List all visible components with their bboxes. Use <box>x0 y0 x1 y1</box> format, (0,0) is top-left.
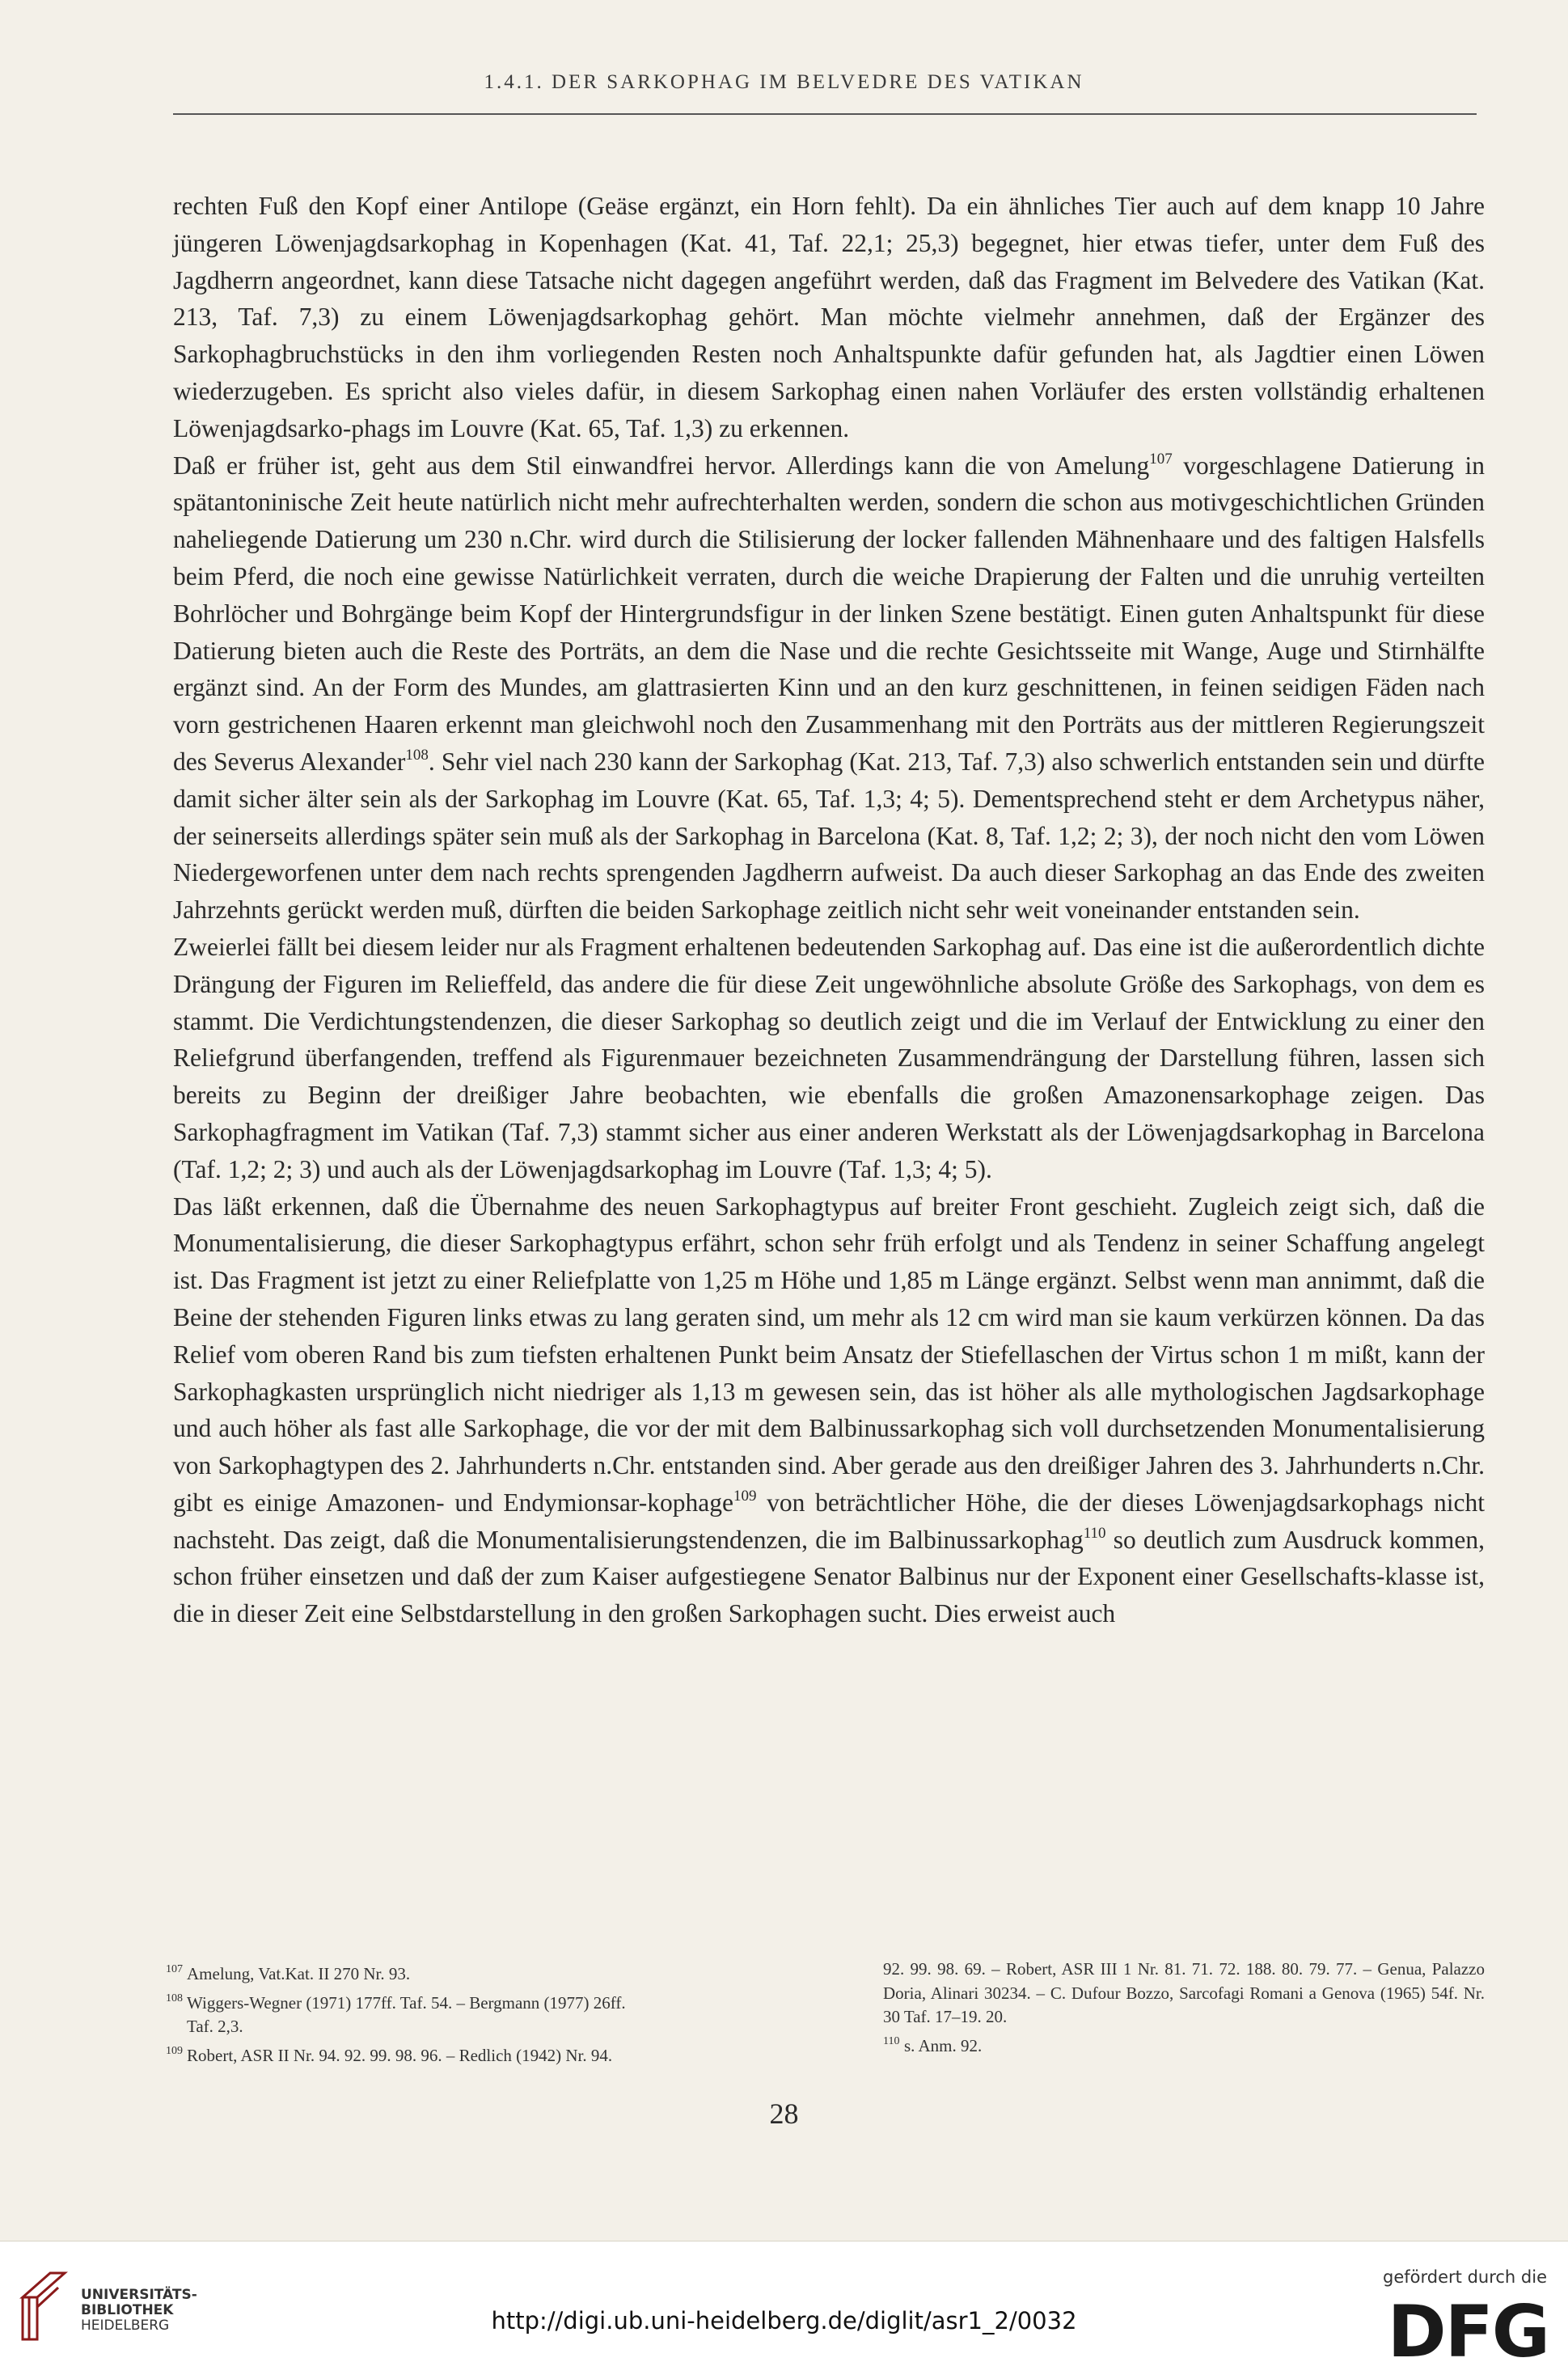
running-head: 1.4.1. DER SARKOPHAG IM BELVEDRE DES VATIKAN <box>484 71 1084 93</box>
footnote-ref-109: 109 <box>733 1487 757 1505</box>
footnotes-right-column <box>883 1958 1485 2058</box>
paragraph-2-text-a: Daß er früher ist, geht aus dem Stil einwandfrei hervor. Allerdings kann die von Amelung <box>173 451 1150 480</box>
footnotes-left-column <box>166 1958 829 2068</box>
footnote-ref-110: 110 <box>1083 1524 1106 1542</box>
footnote-108 <box>166 1987 829 2016</box>
footnote-text: Robert, ASR II Nr. 94. 92. 99. 98. 96. – Redlich (1942) Nr. 94. <box>187 2045 613 2065</box>
footnote-number: 108 <box>166 1992 183 2004</box>
paragraph-1-text: rechten Fuß den Kopf einer Antilope (Geäse ergänzt, ein Horn fehlt). Da ein ähnliches Tier auch auf dem knapp 10 Jahre jüngeren Löwenjagdsarkophag in Kopenhagen (Kat. 41, Taf. 22,1; 25,3) begegnet, hier etwas tiefer, unter dem Fuß des Jagdherrn angeordnet, kann diese Tatsache nicht dagegen angeführt werden, daß das Fragment im Belvedere des Vatikan (Kat. 213, Taf. 7,3) zu einem Löwenjagdsarkophag gehört. Man möchte vielmehr annehmen, daß der Ergänzer des Sarkophagbruchstücks in den ihm vorliegenden Resten noch Anhaltspunkte dafür gefunden hat, als Jagdtier einen Löwen wiederzugeben. Es spricht also vieles dafür, in diesem Sarkophag einen nahen Vorläufer des ersten vollständig erhaltenen Löwenjagdsarko-phags im Louvre (Kat. 65, Taf. 1,3) zu erkennen. <box>173 192 1485 442</box>
footnote-ref-108: 108 <box>405 746 429 764</box>
footnote-text: Wiggers-Wegner (1971) 177ff. Taf. 54. – Bergmann (1977) 26ff. <box>187 1992 626 2013</box>
paragraph-1 <box>173 188 1485 447</box>
library-name-line-1: UNIVERSITÄTS- <box>81 2287 197 2303</box>
paragraph-2-text-b: vorgeschlagene Datierung in spätantoninische Zeit heute natürlich nicht mehr aufrechterhalten werden, sondern die schon aus motivgeschichtlichen Gründen naheliegende Datierung um 230 n.Chr. wird durch die Stilisierung der locker fallenden Mähnenhaare und des faltigen Halsfells beim Pferd, die noch eine gewisse Natürlichkeit verraten, durch die weiche Drapierung der Falten und die unruhig verteilten Bohrlöcher und Bohrgänge beim Kopf der Hintergrundsfigur in der linken Szene bestätigt. Einen guten Anhaltspunkt für diese Datierung bieten auch die Reste des Porträts, an dem die Nase und die rechte Gesichtsseite mit Wange, Auge und Stirnhälfte ergänzt sind. An der Form des Mundes, am glattrasierten Kinn und an den kurz geschnittenen, in feinen seidigen Fäden nach vorn gestrichenen Haaren erkennt man gleichwohl noch den Zusammenhang mit den Porträts aus der mittleren Regierungszeit des Severus Alexander <box>173 451 1486 776</box>
paragraph-4-text-a: Das läßt erkennen, daß die Übernahme des neuen Sarkophagtypus auf breiter Front geschieht. Zugleich zeigt sich, daß die Monumentalisierung, die dieser Sarkophagtypus erfährt, schon sehr früh erfolgt und als Tendenz in seiner Schaffung angelegt ist. Das Fragment ist jetzt zu einer Reliefplatte von 1,25 m Höhe und 1,85 m Länge ergänzt. Selbst wenn man annimmt, daß die Beine der stehenden Figuren links etwas zu lang geraten sind, um mehr als 12 cm wird man sie kaum verkürzen können. Da das Relief vom oberen Rand bis zum tiefsten erhaltenen Punkt beim Ansatz der Stiefellaschen der Virtus schon 1 m mißt, kann der Sarkophagkasten ursprünglich nicht niedriger als 1,13 m gewesen sein, das ist höher als alle mythologischen Jagdsarkophage und auch höher als fast alle Sarkophage, die vor der mit dem Balbinussarkophag sich voll durchsetzenden Monumentalisierung von Sarkophagtypen des 2. Jahrhunderts n.Chr. entstanden sind. Aber gerade aus den dreißiger Jahren des 3. Jahrhunderts n.Chr. gibt es einige Amazonen- und Endymionsar-kophage <box>173 1192 1485 1517</box>
paragraph-4 <box>173 1188 1485 1633</box>
footnote-text: s. Anm. 92. <box>904 2035 983 2055</box>
footnote-109-continued: 92. 99. 98. 69. – Robert, ASR III 1 Nr. 81. 71. 72. 188. 80. 79. 77. – Genua, Palazzo Doria, Alinari 30234. – C. Dufour Bozzo, Sarcofagi Romani a Genova (1965) 54f. Nr. 30 Taf. 17–19. 20. <box>883 1959 1485 2026</box>
page-number: 28 <box>769 2097 799 2130</box>
paragraph-3 <box>173 929 1485 1188</box>
dfg-logo[interactable]: DFG <box>1387 2290 1549 2373</box>
paragraph-2 <box>173 447 1485 929</box>
footnote-ref-107: 107 <box>1149 450 1173 468</box>
footnote-107 <box>166 1958 829 1987</box>
footnote-108-continued <box>166 2015 829 2039</box>
sponsor-label: gefördert durch die <box>1383 2267 1547 2287</box>
library-name-line-3: HEIDELBERG <box>81 2318 170 2334</box>
footnote-text: Taf. 2,3. <box>187 2017 243 2036</box>
footnote-110 <box>883 2030 1485 2059</box>
paragraph-3-text: Zweierlei fällt bei diesem leider nur als Fragment erhaltenen bedeutenden Sarkophag auf. Das eine ist die außerordentlich dichte Drängung der Figuren im Relieffeld, das andere die für diese Zeit ungewöhnliche absolute Größe des Sarkophags, von dem es stammt. Die Verdichtungstendenzen, die dieser Sarkophag so deutlich zeigt und die im Verlauf der Entwicklung zu einer den Reliefgrund überfangenden, treffend als Figurenmauer bezeichneten Zusammendrängung der Darstellung führen, lassen sich bereits zu Beginn der dreißiger Jahre beobachten, wie ebenfalls die großen Amazonensarkophage zeigen. Das Sarkophagfragment im Vatikan (Taf. 7,3) stammt sicher aus einer anderen Werkstatt als der Löwenjagdsarkophag in Barcelona (Taf. 1,2; 2; 3) und auch als der Löwenjagdsarkophag im Louvre (Taf. 1,3; 4; 5). <box>173 932 1485 1183</box>
footnote-number: 109 <box>166 2044 183 2057</box>
library-name-line-2: BIBLIOTHEK <box>81 2302 174 2318</box>
paragraph-4-text-c: so deutlich zum Ausdruck kommen, schon früher einsetzen und daß der zum Kaiser aufgestiegene Senator Balbinus nur der Exponent einer Gesellschafts-klasse ist, die in dieser Zeit eine Selbstdarstellung in den großen Sarkophagen sucht. Dies erweist auch <box>173 1525 1486 1628</box>
footnote-109 <box>166 2039 829 2068</box>
paragraph-4-text-b: von beträchtlicher Höhe, die der dieses Löwenjagdsarkophags nicht nachsteht. Das zeigt, daß die Monumentalisierungstendenzen, die im Balbinussarkophag <box>173 1488 1485 1554</box>
header-rule <box>173 113 1477 115</box>
body-text <box>173 188 1485 1632</box>
paragraph-2-text-c: . Sehr viel nach 230 kann der Sarkophag (Kat. 213, Taf. 7,3) also schwerlich entstanden sein und dürfte damit sicher älter sein als der Sarkophag im Louvre (Kat. 65, Taf. 1,3; 4; 5). Dementsprechend steht er dem Archetypus näher, der seinerseits allerdings später sein muß als der Sarkophag in Barcelona (Kat. 8, Taf. 1,2; 2; 3), der noch nicht den vom Löwen Niedergeworfenen unter dem nach rechts sprengenden Jagdherrn aufweist. Da auch dieser Sarkophag an das Ende des zweiten Jahrzehnts gerückt werden muß, dürften die beiden Sarkophage zeitlich nicht sehr weit voneinander entstanden sein. <box>173 747 1485 925</box>
footnote-number: 107 <box>166 1963 183 1975</box>
permalink-url[interactable]: http://digi.ub.uni-heidelberg.de/diglit/asr1_2/0032 <box>491 2307 1077 2335</box>
footnote-number: 110 <box>883 2034 900 2047</box>
footnote-text: Amelung, Vat.Kat. II 270 Nr. 93. <box>187 1964 411 1983</box>
